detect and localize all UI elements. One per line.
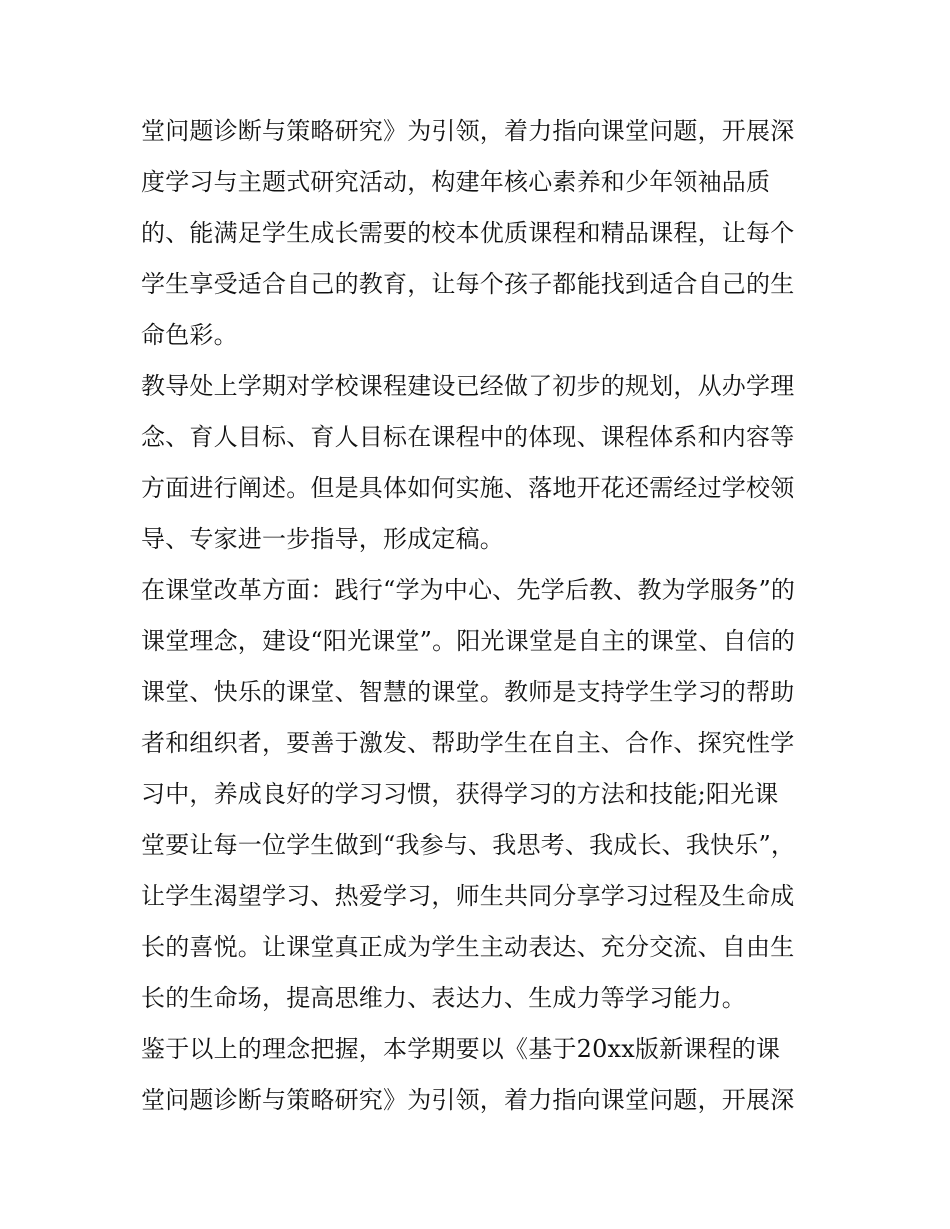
- text-line: 长的生命场，提高思维力、表达力、生成力等学习能力。: [141, 984, 746, 1012]
- text-line: 方面进行阐述。但是具体如何实施、落地开花还需经过学校领: [141, 474, 795, 502]
- text-line: 让学生渴望学习、热爱学习，师生共同分享学习过程及生命成: [141, 882, 795, 910]
- document-body: [141, 106, 821, 1126]
- text-line: 学生享受适合自己的教育，让每个孩子都能找到适合自己的生: [141, 270, 795, 298]
- text-line: 者和组织者，要善于激发、帮助学生在自主、合作、探究性学: [141, 729, 795, 757]
- text-line: 鉴于以上的理念把握，本学期要以《基于20xx版新课程的课: [141, 1035, 781, 1063]
- text-line: 度学习与主题式研究活动，构建年核心素养和少年领袖品质: [141, 168, 771, 196]
- text-line: 课堂理念，建设“阳光课堂”。阳光课堂是自主的课堂、自信的: [141, 627, 796, 655]
- text-line: 在课堂改革方面：践行“学为中心、先学后教、教为学服务”的: [141, 576, 796, 604]
- text-line: 念、育人目标、育人目标在课程中的体现、课程体系和内容等: [141, 423, 795, 451]
- text-line: 堂要让每一位学生做到“我参与、我思考、我成长、我快乐”，: [141, 831, 796, 859]
- text-line: 课堂、快乐的课堂、智慧的课堂。教师是支持学生学习的帮助: [141, 678, 795, 706]
- text-line: 堂问题诊断与策略研究》为引领，着力指向课堂问题，开展深: [141, 117, 795, 145]
- text-line: 习中，养成良好的学习习惯，获得学习的方法和技能;阳光课: [141, 780, 779, 808]
- text-line: 教导处上学期对学校课程建设已经做了初步的规划，从办学理: [141, 372, 795, 400]
- text-line: 堂问题诊断与策略研究》为引领，着力指向课堂问题，开展深: [141, 1086, 795, 1114]
- text-line: 导、专家进一步指导，形成定稿。: [141, 525, 504, 553]
- text-line: 的、能满足学生成长需要的校本优质课程和精品课程，让每个: [141, 219, 795, 247]
- text-line: 命色彩。: [141, 321, 238, 349]
- text-line: 长的喜悦。让课堂真正成为学生主动表达、充分交流、自由生: [141, 933, 795, 961]
